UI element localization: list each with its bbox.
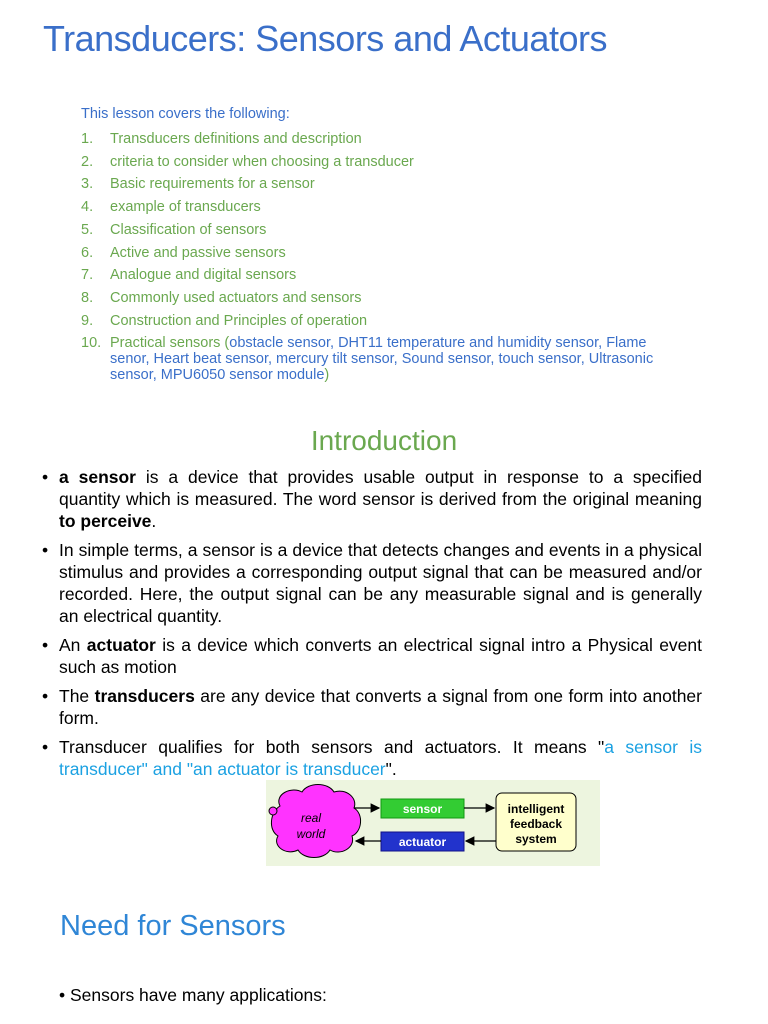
list-item: 5. Classification of sensors	[81, 221, 267, 238]
actuator-label: actuator	[398, 835, 447, 849]
list-item: 2. criteria to consider when choosing a transducer	[81, 153, 414, 170]
cloud-puff	[269, 807, 277, 815]
introduction-bullets	[42, 466, 702, 787]
list-item: • In simple terms, a sensor is a device that detects changes and events in a physical stimulus and provides a corresponding output signal that can be measured and/or recorded. Here, the output signal can be any measurable signal and is generally an electrical quantity.	[42, 540, 702, 626]
list-item: 7. Analogue and digital sensors	[81, 267, 297, 284]
list-item: 4. example of transducers	[81, 199, 261, 216]
list-item: • Transducer qualifies for both sensors and actuators. It means "a sensor is transducer" and "an actuator is transducer".	[42, 737, 702, 779]
list-item: • a sensor is a device that provides usable output in response to a specified quantity which is measured. The word sensor is derived from the original meaning to perceive.	[42, 467, 702, 531]
list-item: • The transducers are any device that converts a signal from one form into another form.	[42, 686, 702, 728]
real-world-label-2: world	[296, 827, 326, 841]
system-label-3: system	[515, 832, 557, 846]
system-label-2: feedback	[509, 817, 563, 831]
need-for-sensors-heading: Need for Sensors	[60, 910, 286, 942]
system-label-1: intelligent	[507, 802, 565, 816]
diagram-svg	[266, 780, 600, 866]
list-item: 1. Transducers definitions and description	[81, 131, 362, 147]
lesson-intro: This lesson covers the following:	[81, 106, 290, 122]
list-item: 3. Basic requirements for a sensor	[81, 176, 315, 193]
list-item: 8. Commonly used actuators and sensors	[81, 289, 362, 306]
list-item: • An actuator is a device which converts an electrical signal intro a Physical event such as motion	[42, 635, 702, 677]
real-world-label: real	[300, 811, 322, 825]
lesson-topics-list	[81, 128, 681, 383]
sensor-actuator-diagram	[266, 780, 600, 866]
sensor-label: sensor	[402, 802, 443, 816]
page-title: Transducers: Sensors and Actuators	[43, 18, 607, 59]
introduction-heading: Introduction	[310, 425, 458, 456]
list-item: 10. Practical sensors (obstacle sensor, DHT11 temperature and humidity sensor, Flame senor, Heart beat sensor, mercury tilt sensor, Sound sensor, touch sensor, Ultrasonic sensor, MPU6050 sensor module)	[81, 335, 654, 384]
list-item: 6. Active and passive sensors	[81, 244, 286, 261]
list-item: • Sensors have many applications:	[59, 985, 327, 1005]
list-item: 9. Construction and Principles of operation	[81, 312, 368, 329]
